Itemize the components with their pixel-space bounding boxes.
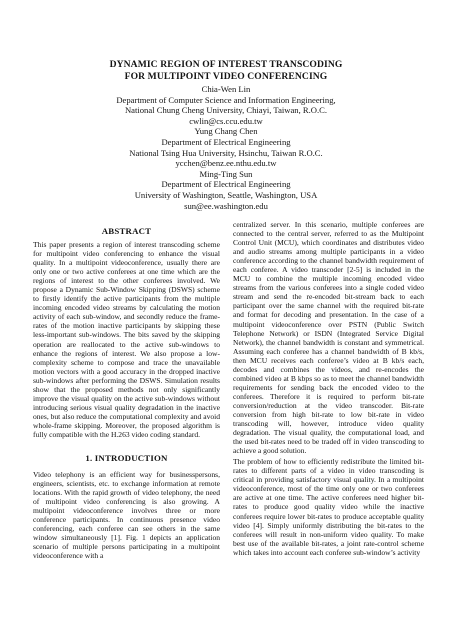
author-line: Ming-Ting Sun (199, 168, 253, 179)
right-column (233, 220, 424, 557)
paper-title-line-1: DYNAMIC REGION OF INTEREST TRANSCODING (109, 59, 343, 70)
author-email: sun@ee.washington.edu (184, 200, 268, 211)
body-paragraph: The problem of how to efficiently redistribute the limited bit-rates to different parts of a video in video transcoding is critical in providing satisfactory visual quality. In a multipoint videoconference, most of the time only one or two conferees are active at one time. The active conferees need higher bit-rates to produce good quality video while the inactive conferees require lower bit-rates to produce acceptable quality video [4]. Simply uniformly distributing the bit-rates to the conferees will result in non-uniform video quality. To make best use of the available bit-rates, a joint rate-control scheme which takes into account each conferee sub-window’s activity (233, 457, 424, 557)
abstract-heading: ABSTRACT (101, 226, 152, 236)
author-email: cwlin@cs.ccu.edu.tw (189, 115, 263, 126)
author-line: National Tsing Hua University, Hsinchu, Taiwan R.O.C. (129, 147, 323, 158)
author-line: National Chung Cheng University, Chiayi, Taiwan, R.O.C. (124, 105, 328, 116)
author-line: University of Washington, Seattle, Washington, USA (134, 189, 318, 200)
introduction-text: Video telephony is an efficient way for businesspersons, engineers, scientists, etc. to exchange information at remote locations. With the rapid growth of video telephony, the need of multipoint video conferencing is also growing. A multipoint videoconference involves three or more conference participants. In continuous presence video conferencing, each conferee can see others in the same window simultaneously [1]. Fig. 1 depicts an application scenario of multiple persons participating in a multipoint videoconference with a (33, 470, 220, 561)
left-column (33, 226, 220, 561)
body-paragraph: centralized server. In this scenario, multiple conferees are connected to the central server, referred to as the Multipoint Control Unit (MCU), which coordinates and distributes video and audio streams among multiple participants in a video conference according to the channel bandwidth requirement of each conferee. A video transcoder [2-5] is included in the MCU to combine the multiple incoming encoded video streams from the various conferees into a single coded video stream and send the re-encoded bit-stream back to each participant over the same channel with the required bit-rate and format for decoding and presentation. In the case of a multipoint videoconference over PSTN (Public Switch Telephone Network) or ISDN (Integrated Service Digital Network), the channel bandwidth is constant and symmetrical. Assuming each conferee has a channel bandwidth of B kb/s, then MCU receives each conferee’s video at B kb/s each, decodes and combines the videos, and re-encodes the combined video at B kbps so as to meet the channel bandwidth requirements for sending back the encoded video to the conferees. Therefore it is required to perform bit-rate conversion/reduction at the video transcoder. Bit-rate conversion from high bit-rate to low bit-rate in video transcoding will, however, introduce video quality degradation. The visual quality, the computational load, and the used bit-rates need to be traded off in video transcoding to achieve a good solution. (233, 220, 424, 456)
paper-title-line-2: FOR MULTIPOINT VIDEO CONFERENCING (124, 71, 328, 82)
author-line: Chia-Wen Lin (201, 84, 251, 94)
abstract-text: This paper presents a region of interest transcoding scheme for multipoint video conferencing to enhance the visual quality. In a multipoint videoconference, usually there are only one or two active conferees at one time which are the regions of interest to the other conferees involved. We propose a Dynamic Sub-Window Skipping (DSWS) scheme to firstly identify the active participants from the multiple incoming encoded video streams by calculating the motion activity of each sub-window, and secondly reduce the frame-rates of the motion inactive participants by skipping these less-important sub-windows. The bits saved by the skipping operation are reallocated to the active sub-windows to enhance the regions of interest. We also propose a low-complexity scheme to compose and trace the unavailable motion vectors with a good accuracy in the dropped inactive sub-windows after performing the DSWS. Simulation results show that the proposed methods not only significantly improve the visual quality on the active sub-windows without introducing serious visual quality degradation in the inactive ones, but also reduce the computational complexity and avoid whole-frame skipping. Moreover, the proposed algorithm is fully compatible with the H.263 video coding standard. (33, 240, 220, 439)
author-line: Department of Electrical Engineering (161, 136, 291, 147)
author-line: Department of Computer Science and Information Engineering, (116, 94, 336, 105)
introduction-heading: 1. INTRODUCTION (85, 453, 168, 464)
author-email: ycchen@benz.ee.nthu.edu.tw (175, 158, 277, 169)
author-block (0, 84, 452, 211)
paper-header (0, 59, 452, 211)
author-line: Department of Electrical Engineering (161, 179, 291, 190)
author-line: Yung Chang Chen (194, 126, 258, 137)
